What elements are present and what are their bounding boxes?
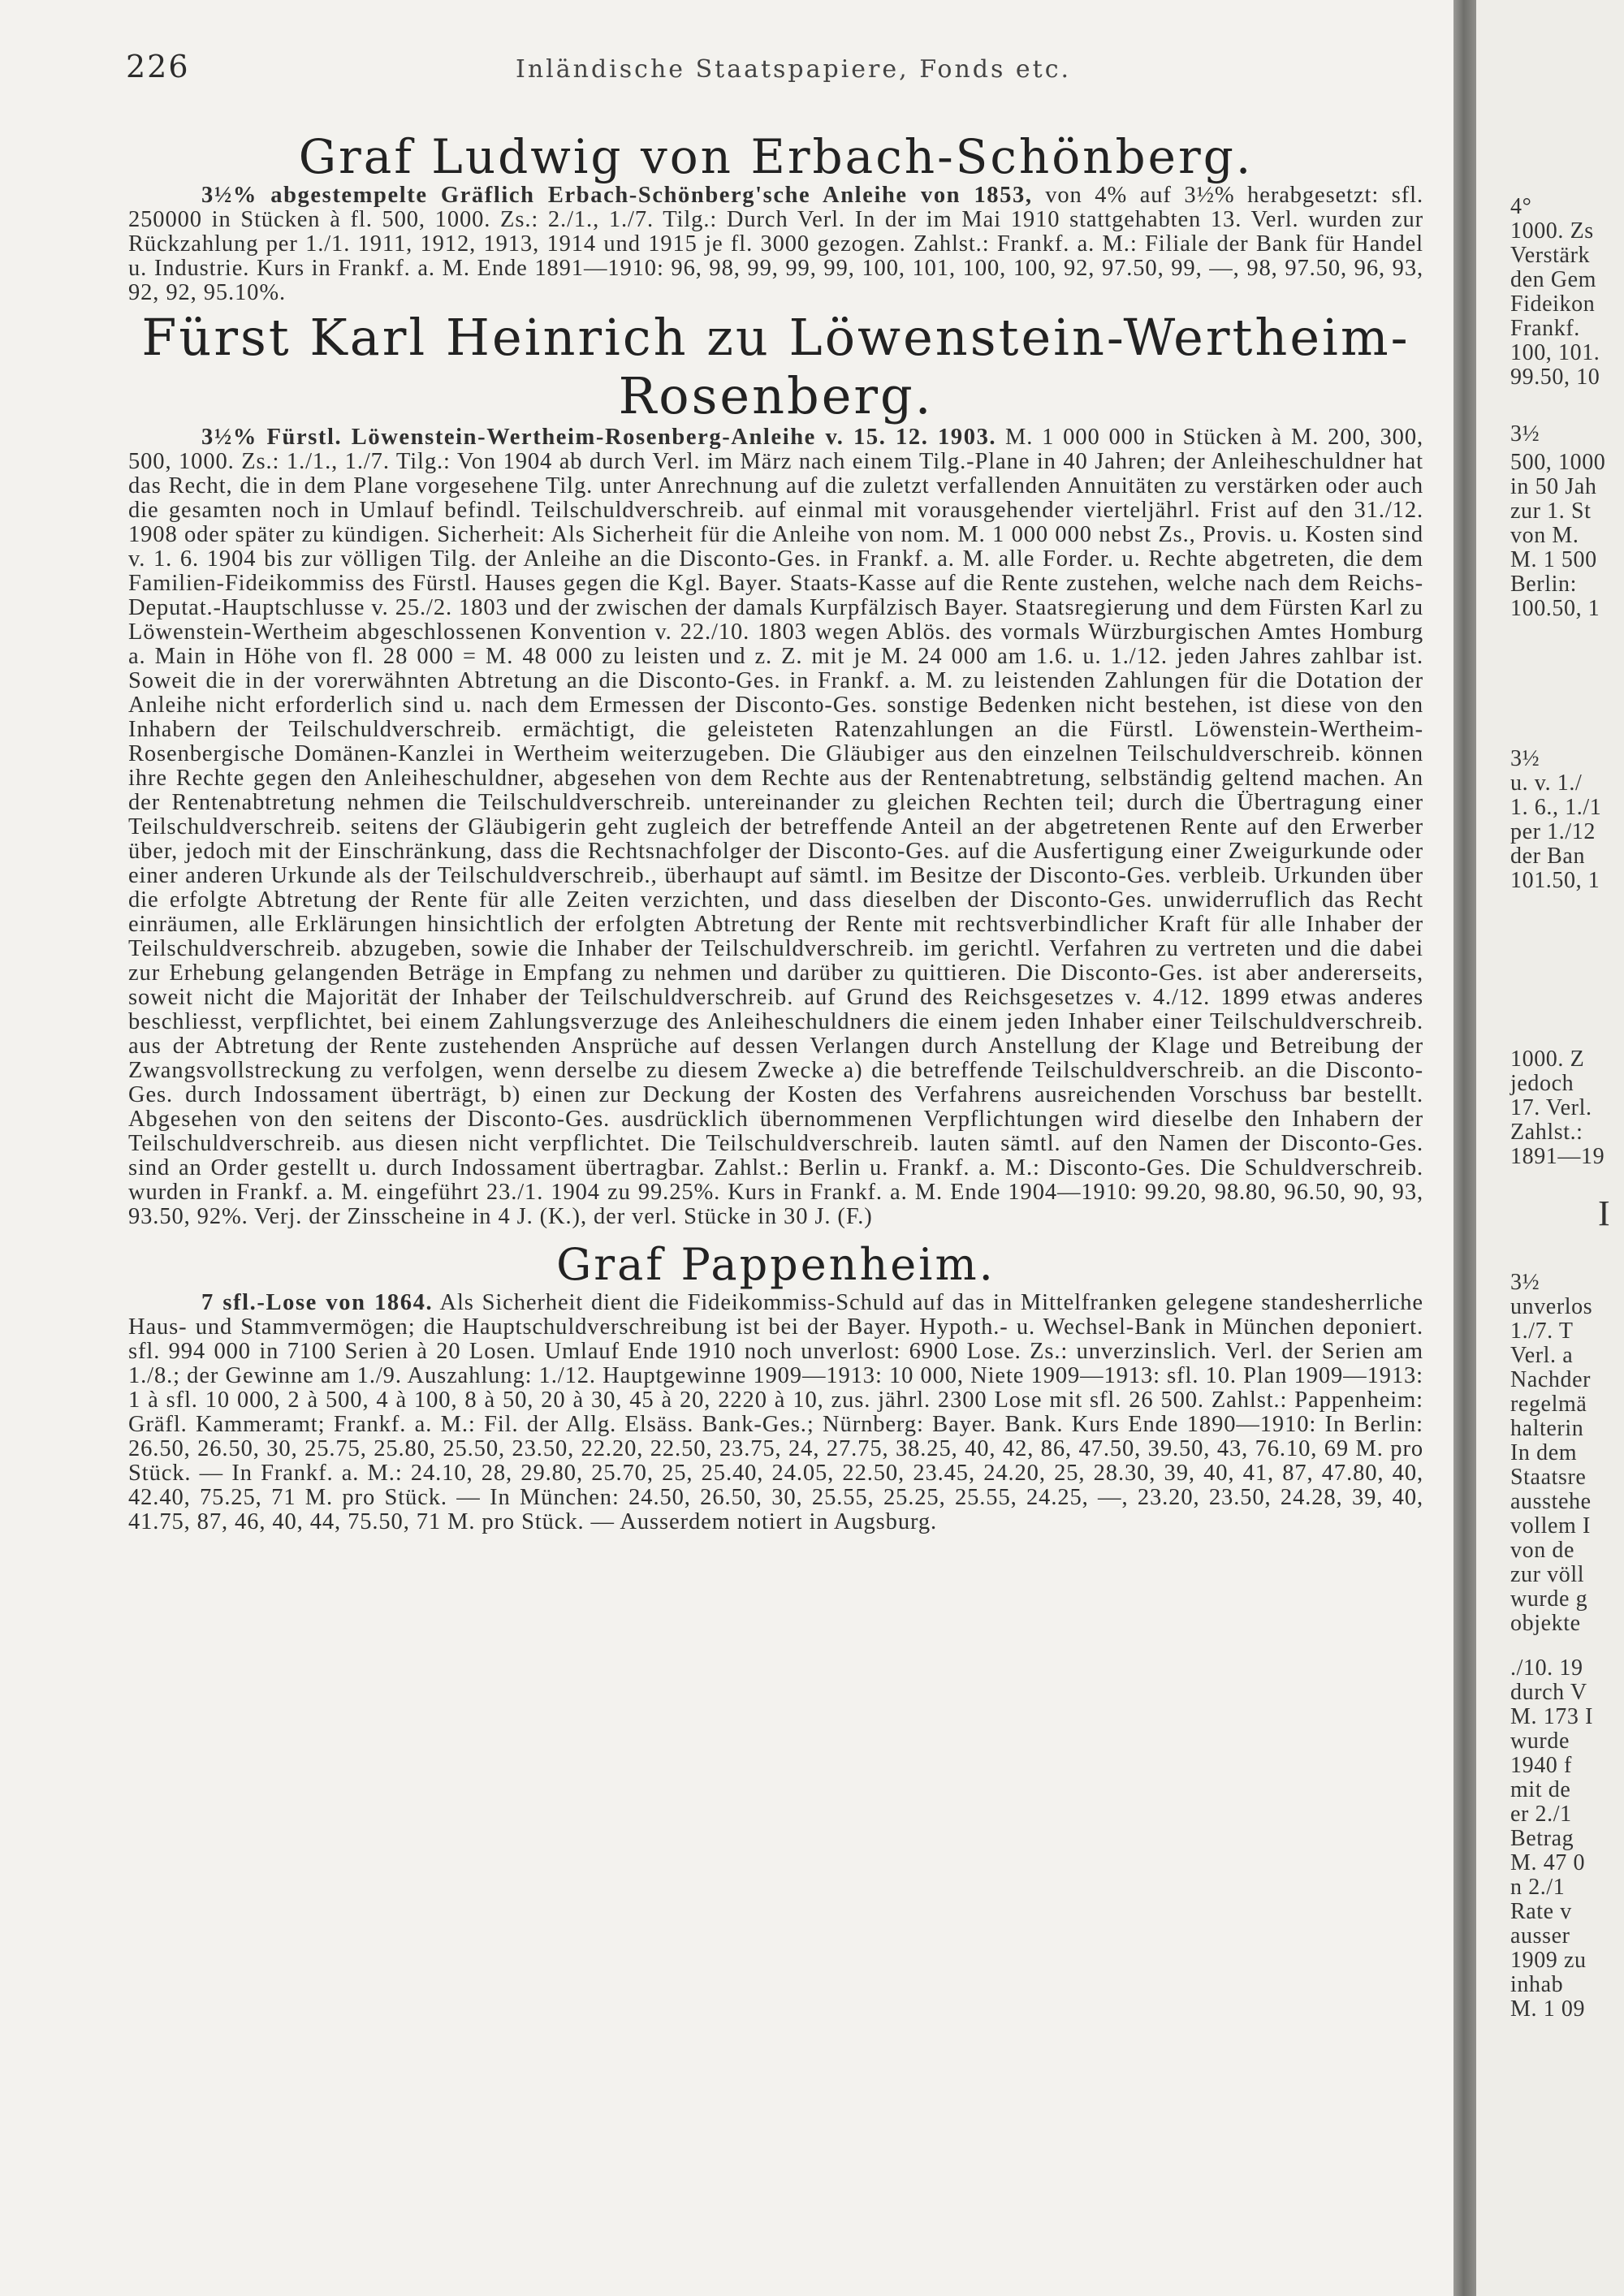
adjacent-page-fragment: ./10. 19	[1510, 1655, 1583, 1681]
adjacent-page-fragment: 1. 6., 1./1	[1510, 795, 1602, 820]
adjacent-page-fragment: 3½	[1510, 1270, 1540, 1295]
page-header	[126, 49, 1425, 97]
adjacent-page-fragment: 101.50, 1	[1510, 868, 1600, 893]
adjacent-page-fragment: M. 47 0	[1510, 1850, 1586, 1875]
section-pappenheim	[128, 1239, 1423, 1534]
main-column	[128, 130, 1423, 1534]
adjacent-page-fragment: M. 1 09	[1510, 1996, 1586, 2022]
adjacent-page-fragment: von de	[1510, 1538, 1575, 1563]
loan-description: M. 1 000 000 in Stücken à M. 200, 300, 500, 1000. Zs.: 1./1., 1./7. Tilg.: Von 1904 ab durch Verl. im März nach einem Tilg.-Plane in 40 Jahren; der Anleiheschuldner hat das Recht, die in dem Plane vorgesehene Tilg. unter Anrechnung auf die zuletzt verfallenden Annuitäten zu verstärken oder auch die gesamten noch in Umlauf befindl. Teilschuldverschreib. auf einmal mit vorausgehender vierteljährl. Frist auf den 31./12. 1908 oder später zu kündigen. Sicherheit: Als Sicherheit für die Anleihe von nom. M. 1 000 000 nebst Zs., Provis. u. Kosten sind v. 1. 6. 1904 bis zur völligen Tilg. der Anleihe an die Disconto-Ges. in Frankf. a. M. alle Forder. u. Rechte abgetreten, die dem Familien-Fideikommiss des Fürstl. Hauses gegen die Kgl. Bayer. Staats-Kasse auf die Rente zustehen, welche nach dem Reichs-Deputat.-Hauptschlusse v. 25./2. 1803 und der zwischen der damals Kurpfälzisch Bayer. Staatsregierung und dem Fürsten Karl zu Löwenstein-Wertheim abgeschlossenen Konvention v. 22./10. 1803 wegen Ablös. des vormals Würzburgischen Amtes Homburg a. Main in Höhe von fl. 28 000 = M. 48 000 zu leisten und z. Z. mit je M. 24 000 am 1.6. u. 1./12. jeden Jahres zahlbar ist. Soweit die in der vorerwähnten Abtretung an die Disconto-Ges. in Frankf. a. M. zu leistenden Zahlungen für die Dotation der Anleihe nicht erforderlich sind u. nach dem Ermessen der Disconto-Ges. sonstige Bedenken nicht bestehen, ist diese von den Inhabern der Teilschuldverschreib. ermächtigt, die geleisteten Ratenzahlungen an die Fürstl. Löwenstein-Wertheim-Rosenbergische Domänen-Kanzlei in Wertheim weiterzugeben. Die Gläubiger aus den einzelnen Teilschuldverschreib. können ihre Rechte gegen den Anleiheschuldner, abgesehen von dem Rechte aus der Rentenabtretung, selbständig geltend machen. An der Rentenabtretung nehmen die Teilschuldverschreib. untereinander zu gleichen Rechten teil; durch die Übertragung einer Teilschuldverschreib. seitens der Gläubigerin geht zugleich der betreffende Anteil an der abgetretenen Rente auf den Erwerber über, jedoch mit der Einschränkung, dass die Rechtsnachfolger der Disconto-Ges. auf die Ausfertigung einer Zweigurkunde oder einer anderen Urkunde als der Teilschuldverschreib., überhaupt auf sämtl. im Besitze der Disconto-Ges. verbleib. Urkunden über die erfolgte Abtretung der Rente für alle Zeiten verzichten, und dass dieselben der Disconto-Ges. unwiderruflich das Recht einräumen, alle Erklärungen hinsichtlich der erfolgten Abtretung der Rente mit rechtsverbindlicher Kraft für alle Inhaber der Teilschuldverschreib. abzugeben, sowie die Inhaber der Teilschuldverschreib. im gerichtl. Verfahren zu vertreten und die dabei zur Erhebung gelangenden Beträge in Empfang zu nehmen und darüber zu quittieren. Die Disconto-Ges. ist aber andererseits, soweit nicht die Majorität der Inhaber der Teilschuldverschreib. auf Grund des Reichsgesetzes v. 4./12. 1899 etwas anderes beschliesst, verpflichtet, bei einem Zahlungsverzuge des Anleiheschuldners die einem jeden Inhaber einer Teilschuldverschreib. aus der Abtretung der Rente zustehenden Ansprüche auf dessen Verlangen durch Anstellung der Klage und Betreibung der Zwangsvollstreckung zu verfolgen, wenn derselbe zu diesem Zwecke a) die betreffende Teilschuldverschreib. an die Disconto-Ges. durch Indossament überträgt, b) einen zur Deckung der Kosten des Verfahrens ausreichenden Vorschuss bar bestellt. Abgesehen von den seitens der Disconto-Ges. ausdrücklich übernommenen Verpflichtungen wird dieselbe den Inhabern der Teilschuldverschreib. aus diesen nicht verpflichtet. Die Teilschuldverschreib. lauten sämtl. auf den Namen der Disconto-Ges. sind an Order gestellt u. durch Indossament übertragbar. Zahlst.: Berlin u. Frankf. a. M.: Disconto-Ges. Die Schuldverschreib. wurden in Frankf. a. M. eingeführt 23./1. 1904 zu 99.25%. Kurs in Frankf. a. M. Ende 1904—1910: 99.20, 98.80, 96.50, 90, 93, 93.50, 92%. Verj. der Zinsscheine in 4 J. (K.), der verl. Stücke in 30 J. (F.)	[128, 425, 1423, 1229]
adjacent-page-fragment: der Ban	[1510, 844, 1586, 869]
adjacent-page-fragment: objekte	[1510, 1611, 1581, 1636]
adjacent-page-fragment: Nachder	[1510, 1367, 1592, 1392]
adjacent-page-fragment: mit de	[1510, 1777, 1571, 1802]
adjacent-page-fragment: 1940 f	[1510, 1753, 1572, 1778]
adjacent-page-fragment: ausstehe	[1510, 1489, 1592, 1514]
adjacent-page-fragment: 100.50, 1	[1510, 596, 1600, 621]
loan-heading: 7 sfl.-Lose von 1864.	[201, 1290, 434, 1315]
adjacent-page-fragment: inhab	[1510, 1972, 1564, 1997]
loan-heading: 3½% Fürstl. Löwenstein-Wertheim-Rosenberg-Anleihe v. 15. 12. 1903.	[201, 425, 997, 450]
adjacent-page-fragment: 100, 101.	[1510, 340, 1600, 365]
section-body	[128, 1291, 1423, 1534]
adjacent-page-fragment: In dem	[1510, 1440, 1578, 1465]
adjacent-page-fragment: er 2./1	[1510, 1802, 1572, 1827]
adjacent-page-fragment: von M.	[1510, 523, 1579, 548]
adjacent-page-fragment: wurde	[1510, 1728, 1570, 1754]
section-body	[128, 425, 1423, 1229]
running-head: Inländische Staatspapiere, Fonds etc.	[516, 55, 1072, 84]
adjacent-page-fragment: n 2./1	[1510, 1875, 1566, 1900]
adjacent-page-fragment: zur 1. St	[1510, 498, 1592, 524]
section-loewenstein	[128, 309, 1423, 1229]
adjacent-page-fragment: Zahlst.:	[1510, 1120, 1583, 1145]
adjacent-page-fragment: 1./7. T	[1510, 1318, 1574, 1344]
adjacent-page-fragment: den Gem	[1510, 267, 1597, 292]
section-erbach-schoenberg	[128, 130, 1423, 305]
adjacent-page-fragment: ausser	[1510, 1923, 1570, 1949]
adjacent-page-fragment: unverlos	[1510, 1294, 1593, 1319]
adjacent-page-fragment: 1891—19	[1510, 1144, 1605, 1169]
loan-description: von 4% auf 3½% herabgesetzt: sfl. 250000 in Stücken à fl. 500, 1000. Zs.: 2./1., 1./7. Tilg.: Durch Verl. In der im Mai 1910 stattgehabten 13. Verl. wurden zur Rückzahlung per 1./1. 1911, 1912, 1913, 1914 und 1915 je fl. 3000 gezogen. Zahlst.: Frankf. a. M.: Filiale der Bank für Handel u. Industrie. Kurs in Frankf. a. M. Ende 1891—1910: 96, 98, 99, 99, 99, 100, 101, 100, 100, 92, 97.50, 99, —, 98, 97.50, 96, 93, 92, 92, 95.10%.	[128, 183, 1424, 305]
book-gutter	[1453, 0, 1476, 2296]
adjacent-page-fragment: halterin	[1510, 1416, 1584, 1441]
adjacent-page-fragment: 3½	[1510, 746, 1540, 771]
adjacent-page-fragment: 500, 1000	[1510, 450, 1606, 475]
adjacent-page-fragment: 17. Verl.	[1510, 1095, 1592, 1120]
adjacent-page-fragment: Staatsre	[1510, 1465, 1587, 1490]
adjacent-page-fragment: Fideikon	[1510, 291, 1596, 317]
adjacent-page-fragment: I	[1598, 1193, 1611, 1233]
adjacent-page-fragment: Berlin:	[1510, 572, 1577, 597]
adjacent-page-fragment: 3½	[1510, 421, 1540, 447]
section-title: Graf Pappenheim.	[556, 1239, 996, 1290]
section-body	[128, 183, 1423, 305]
adjacent-page-fragment: 1000. Z	[1510, 1047, 1585, 1072]
section-title: Fürst Karl Heinrich zu Löwenstein-Wertheim-Rosenberg.	[141, 308, 1410, 425]
adjacent-page-fragment: per 1./12	[1510, 819, 1596, 844]
adjacent-page-fragment: M. 1 500	[1510, 547, 1597, 572]
adjacent-page-fragment: zur völl	[1510, 1562, 1585, 1587]
adjacent-page-fragment: 1909 zu	[1510, 1948, 1587, 1973]
adjacent-page-fragment: u. v. 1./	[1510, 770, 1583, 796]
adjacent-page-fragment: wurde g	[1510, 1586, 1588, 1612]
adjacent-page-fragment: Verl. a	[1510, 1343, 1574, 1368]
section-title: Graf Ludwig von Erbach-Schönberg.	[298, 129, 1254, 184]
adjacent-page-fragment: Verstärk	[1510, 243, 1591, 268]
adjacent-page-fragment: in 50 Jah	[1510, 474, 1597, 499]
adjacent-page-fragment: Betrag	[1510, 1826, 1574, 1851]
loan-description: Als Sicherheit dient die Fideikommiss-Schuld auf das in Mittelfranken gelegene standesherrliche Haus- und Stammvermögen; die Hauptschuldverschreibung ist bei der Bayer. Hypoth.- u. Wechsel-Bank in München deponiert. sfl. 994 000 in 7100 Serien à 20 Losen. Umlauf Ende 1910 noch unverlost: 6900 Lose. Zs.: unverzinslich. Verl. der Serien am 1./8.; der Gewinne am 1./9. Auszahlung: 1./12. Hauptgewinne 1909—1913: 10 000, Niete 1909—1913: sfl. 10. Plan 1909—1913: 1 à sfl. 10 000, 2 à 500, 4 à 100, 8 à 50, 20 à 30, 45 à 20, 2220 à 10, zus. jährl. 2300 Lose mit sfl. 26 500. Zahlst.: Pappenheim: Gräfl. Kammeramt; Frankf. a. M.: Fil. der Allg. Elsäss. Bank-Ges.; Nürnberg: Bayer. Bank. Kurs Ende 1890—1910: In Berlin: 26.50, 26.50, 30, 25.75, 25.80, 25.50, 23.50, 22.20, 22.50, 23.75, 24, 27.75, 38.25, 40, 42, 86, 47.50, 39.50, 43, 76.10, 69 M. pro Stück. — In Frankf. a. M.: 24.10, 28, 29.80, 25.70, 25, 25.40, 24.05, 22.50, 23.45, 24.20, 25, 28.30, 39, 40, 41, 87, 47.80, 40, 42.40, 75.25, 71 M. pro Stück. — In München: 24.50, 26.50, 30, 25.55, 25.25, 25.55, 24.25, —, 23.20, 23.50, 24.28, 39, 40, 41.75, 87, 46, 40, 44, 75.50, 71 M. pro Stück. — Ausserdem notiert in Augsburg.	[128, 1290, 1423, 1534]
adjacent-page-fragment: M. 173 I	[1510, 1704, 1594, 1729]
adjacent-page-fragment: vollem I	[1510, 1513, 1591, 1539]
adjacent-page-fragment: 99.50, 10	[1510, 365, 1600, 390]
adjacent-page-edge	[1476, 0, 1624, 2296]
adjacent-page-fragment: Frankf.	[1510, 316, 1580, 341]
loan-heading: 3½% abgestempelte Gräflich Erbach-Schönberg'sche Anleihe von 1853,	[201, 183, 1033, 208]
adjacent-page-fragment: Rate v	[1510, 1899, 1572, 1924]
adjacent-page-fragment: 4°	[1510, 194, 1532, 219]
page-number: 226	[126, 49, 190, 84]
adjacent-page-fragment: 1000. Zs	[1510, 218, 1594, 244]
adjacent-page-fragment: jedoch	[1510, 1071, 1574, 1096]
adjacent-page-fragment: durch V	[1510, 1680, 1587, 1705]
adjacent-page-fragment: regelmä	[1510, 1392, 1587, 1417]
